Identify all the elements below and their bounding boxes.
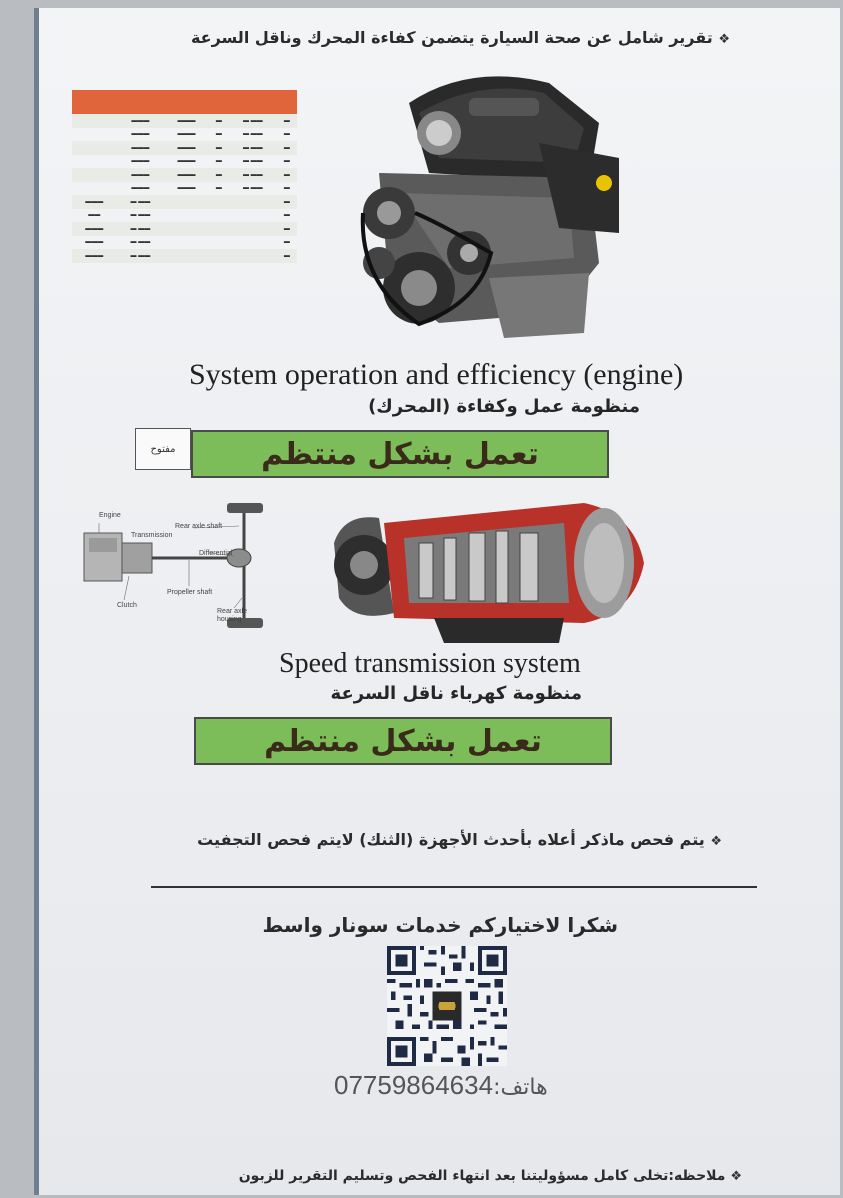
inspection-note: ❖ يتم فحص ماذكر أعلاه بأحدث الأجهزة (الثنك) لايتم فحص التجفيت: [197, 830, 722, 849]
spec-table-image: ▬▬▬ ▬▬▬ ▬ ▬ ▬▬ ▬ ▬▬▬ ▬▬▬ ▬ ▬ ▬▬ ▬ ▬▬▬ ▬▬▬ ▬ ▬ ▬▬ ▬ ▬▬▬ ▬▬▬ ▬ ▬ ▬▬ ▬ ▬▬▬ ▬▬▬ ▬ ▬ ▬▬ ▬ ▬▬▬ ▬▬▬ ▬ ▬ ▬▬ ▬ ▬▬▬ ▬ ▬▬ ▬ ▬▬ ▬ ▬▬ ▬ ▬▬▬ ▬ ▬▬ ▬ ▬▬▬ ▬ ▬▬ ▬ ▬▬▬ ▬ ▬▬ ▬: [72, 90, 297, 302]
report-page: [34, 8, 840, 1195]
drivetrain-diagram: [79, 498, 279, 638]
divider-line: [151, 886, 757, 888]
engine-heading-ar: منظومة عمل وكفاءة (المحرك): [368, 396, 640, 417]
side-label-box: [135, 428, 191, 470]
label-rear-axle-housing: Rear axle housing: [217, 608, 247, 623]
label-transmission: Transmission: [131, 532, 173, 539]
report-title: ❖ تقرير شامل عن صحة السيارة يتضمن كفاءة المحرك وناقل السرعة: [190, 28, 730, 47]
label-engine: Engine: [99, 512, 121, 519]
thanks-message: شكرا لاختياركم خدمات سونار واسط: [262, 913, 618, 937]
phone-line: [334, 1070, 548, 1101]
label-rear-axle-shaft: Rear axle shaft: [175, 523, 223, 530]
phone-number: 07759864634: [334, 1070, 494, 1100]
transmission-heading-ar: منظومة كهرباء ناقل السرعة: [330, 683, 582, 704]
label-clutch: Clutch: [117, 602, 137, 609]
label-propeller-shaft: Propeller shaft: [167, 589, 213, 596]
transmission-heading-en: Speed transmission system: [279, 648, 581, 679]
side-label: مفتوح: [150, 443, 176, 455]
transmission-status-box: [194, 717, 612, 765]
label-differential: Differential: [199, 550, 233, 557]
transmission-cutaway-photo: [324, 483, 654, 648]
phone-label: هاتف:: [493, 1075, 548, 1100]
disclaimer: ❖ ملاحظه:تخلى كامل مسؤوليتنا بعد انتهاء الفحص وتسليم التقرير للزبون: [238, 1168, 742, 1184]
bullet-diamond-icon: ❖: [718, 32, 730, 47]
engine-heading-en: System operation and efficiency (engine): [189, 358, 684, 391]
engine-photo: [319, 63, 629, 348]
bullet-diamond-icon: ❖: [710, 834, 722, 849]
bullet-diamond-icon: ❖: [730, 1169, 742, 1184]
engine-status-box: [191, 430, 609, 478]
engine-status-text: تعمل بشكل منتظم: [261, 436, 539, 472]
qr-code: [387, 946, 507, 1066]
transmission-status-text: تعمل بشكل منتظم: [264, 723, 542, 759]
